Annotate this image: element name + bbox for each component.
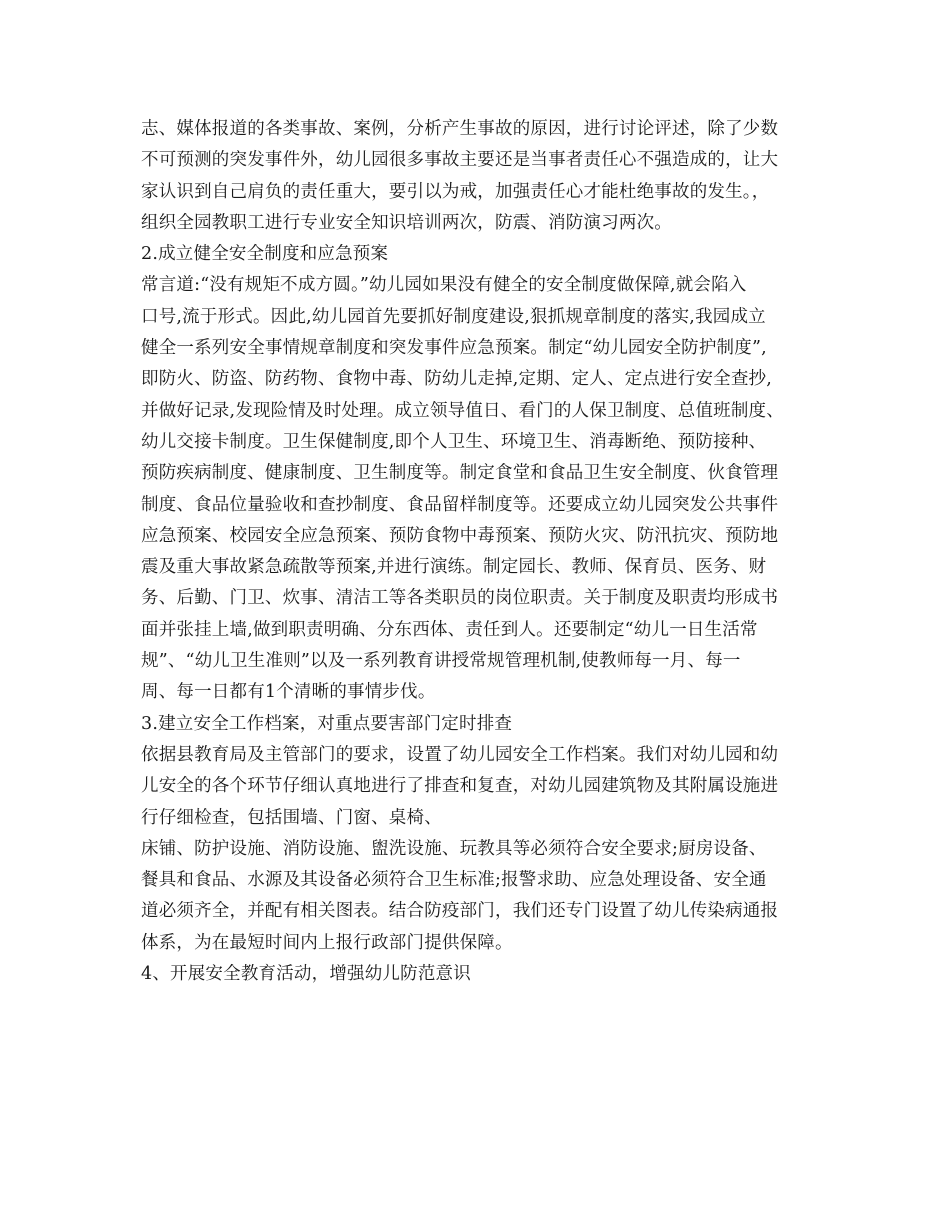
paragraph-line: 床铺、防护设施、消防设施、盥洗设施、玩教具等必须符合安全要求;厨房设备、 — [141, 838, 767, 859]
paragraph-line: 务、后勤、门卫、炊事、清洁工等各类职员的岗位职责。关于制度及职责均形成书 — [141, 588, 779, 609]
paragraph-line: 即防火、防盗、防药物、食物中毒、防幼儿走掉,定期、定人、定点进行安全查抄, — [141, 369, 773, 390]
paragraph-line: 道必须齐全，并配有相关图表。结合防疫部门，我们还专门设置了幼儿传染病通报 — [141, 901, 779, 922]
paragraph-line: 餐具和食品、水源及其设备必须符合卫生标准;报警求助、应急处理设备、安全通 — [141, 870, 767, 891]
paragraph-line: 常言道:“没有规矩不成方圆。”幼儿园如果没有健全的安全制度做保障,就会陷入 — [141, 275, 747, 296]
paragraph-line: 口号,流于形式。因此,幼儿园首先要抓好制度建设,狠抓规章制度的落实,我园成立 — [141, 306, 766, 327]
document-body — [141, 114, 826, 990]
paragraph-line: 行仔细检查，包括围墙、门窗、桌椅、 — [141, 807, 442, 828]
section-heading: 2.成立健全安全制度和应急预案 — [141, 244, 389, 265]
paragraph-line: 幼儿交接卡制度。卫生保健制度,即个人卫生、环境卫生、消毒断绝、预防接种、 — [141, 431, 767, 452]
paragraph-line: 面并张挂上墙,做到职责明确、分东西体、责任到人。还要制定“幼儿一日生活常 — [141, 619, 758, 640]
paragraph-line: 应急预案、校园安全应急预案、预防食物中毒预案、预防火灾、防汛抗灾、预防地 — [141, 525, 779, 546]
paragraph-line: 周、每一日都有1个清晰的事情步伐。 — [141, 682, 436, 703]
paragraph-line: 预防疾病制度、健康制度、卫生制度等。制定食堂和食品卫生安全制度、伙食管理 — [141, 463, 779, 484]
paragraph-line: 家认识到自己肩负的责任重大，要引以为戒，加强责任心才能杜绝事故的发生。， — [141, 181, 770, 202]
paragraph-line: 并做好记录,发现险情及时处理。成立领导值日、看门的人保卫制度、总值班制度、 — [141, 400, 784, 421]
paragraph-line: 健全一系列安全事情规章制度和突发事件应急预案。制定“幼儿园安全防护制度”, — [141, 338, 767, 359]
paragraph-line: 制度、食品位量验收和查抄制度、食品留样制度等。还要成立幼儿园突发公共事件 — [141, 494, 779, 515]
paragraph-line: 志、媒体报道的各类事故、案例，分析产生事故的原因，进行讨论评述，除了少数 — [141, 119, 779, 139]
paragraph-line: 依据县教育局及主管部门的要求，设置了幼儿园安全工作档案。我们对幼儿园和幼 — [141, 744, 779, 765]
paragraph-line: 震及重大事故紧急疏散等预案,并进行演练。制定园长、教师、保育员、医务、财 — [141, 557, 767, 578]
section-heading: 4、开展安全教育活动，增强幼儿防范意识 — [141, 964, 471, 985]
paragraph-line: 儿安全的各个环节仔细认真地进行了排查和复查，对幼儿园建筑物及其附属设施进 — [141, 776, 779, 797]
section-heading: 3.建立安全工作档案，对重点要害部门定时排查 — [141, 713, 513, 734]
paragraph-line: 规”、“幼儿卫生准则”以及一系列教育讲授常规管理机制,使教师每一月、每一 — [141, 651, 741, 672]
paragraph-line: 组织全园教职工进行专业安全知识培训两次，防震、消防演习两次。 — [141, 212, 672, 233]
paragraph-line: 体系，为在最短时间内上报行政部门提供保障。 — [141, 932, 513, 953]
paragraph-line: 不可预测的突发事件外，幼儿园很多事故主要还是当事者责任心不强造成的，让大 — [141, 150, 779, 171]
